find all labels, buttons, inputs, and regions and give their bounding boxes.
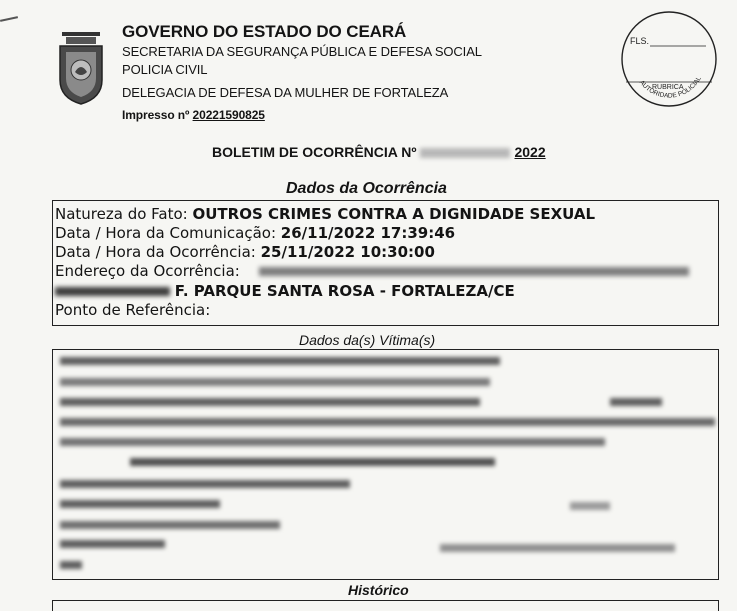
ocorrencia-datetime-value: 25/11/2022 10:30:00 <box>260 243 435 261</box>
endereco-label: Endereço da Ocorrência: <box>55 262 240 280</box>
redacted-victim-line <box>60 357 500 365</box>
section-title-vitima: Dados da(s) Vítima(s) <box>299 332 436 348</box>
secretaria-line: SECRETARIA DA SEGURANÇA PÚBLICA E DEFESA SOCIAL <box>122 44 482 59</box>
bo-title <box>212 144 546 160</box>
police-stamp-seal <box>620 10 718 108</box>
redacted-victim-line <box>60 500 220 508</box>
referencia-line: Ponto de Referência: <box>55 301 211 319</box>
stamp-rubrica: RUBRICA <box>652 84 684 91</box>
natureza-value: OUTROS CRIMES CONTRA A DIGNIDADE SEXUAL <box>192 205 596 223</box>
redacted-victim-line <box>60 378 490 386</box>
ocorrencia-datetime-line <box>55 243 435 261</box>
impresso-label: Impresso nº <box>122 108 193 122</box>
redacted-victim-line <box>60 540 165 548</box>
redacted-victim-line <box>60 398 480 406</box>
comunicacao-value: 26/11/2022 17:39:46 <box>280 224 456 242</box>
redacted-street <box>55 287 170 296</box>
redacted-victim-line <box>440 544 675 552</box>
state-coat-of-arms-icon <box>58 28 104 106</box>
redacted-victim-line <box>60 561 82 569</box>
comunicacao-line <box>55 224 455 242</box>
redacted-victim-line <box>60 480 350 488</box>
historico-box <box>52 600 719 611</box>
impresso-line <box>122 107 265 123</box>
natureza-line <box>55 205 595 223</box>
redacted-victim-line <box>570 502 610 510</box>
redacted-bo-number <box>420 148 510 158</box>
redacted-victim-line <box>60 418 715 426</box>
ocorrencia-datetime-label: Data / Hora da Ocorrência: <box>55 243 261 261</box>
delegacia-line: DELEGACIA DE DEFESA DA MULHER DE FORTALEZA <box>122 85 449 100</box>
redacted-address <box>259 267 689 276</box>
stamp-ring-text: AUTORIDADE POLICIAL <box>637 75 703 100</box>
impresso-number: 20221590825 <box>192 108 265 122</box>
redacted-victim-line <box>60 438 605 446</box>
natureza-label: Natureza do Fato: <box>55 205 193 223</box>
endereco-line <box>55 262 689 280</box>
redacted-victim-line <box>130 458 495 466</box>
redacted-victim-line <box>60 521 280 529</box>
bairro-line <box>55 282 515 300</box>
redacted-victim-line <box>610 398 662 406</box>
bo-title-prefix: BOLETIM DE OCORRÊNCIA Nº <box>212 144 417 160</box>
bo-year: 2022 <box>514 144 546 160</box>
section-title-historico: Histórico <box>348 582 409 598</box>
policia-line: POLICIA CIVIL <box>122 62 208 77</box>
comunicacao-label: Data / Hora da Comunicação: <box>55 224 281 242</box>
government-title: GOVERNO DO ESTADO DO CEARÁ <box>122 22 407 41</box>
bairro-value: F. PARQUE SANTA ROSA - FORTALEZA/CE <box>174 282 515 300</box>
stamp-fls: FLS. <box>630 36 650 46</box>
corner-mark <box>0 16 18 22</box>
section-title-ocorrencia: Dados da Ocorrência <box>286 180 447 197</box>
